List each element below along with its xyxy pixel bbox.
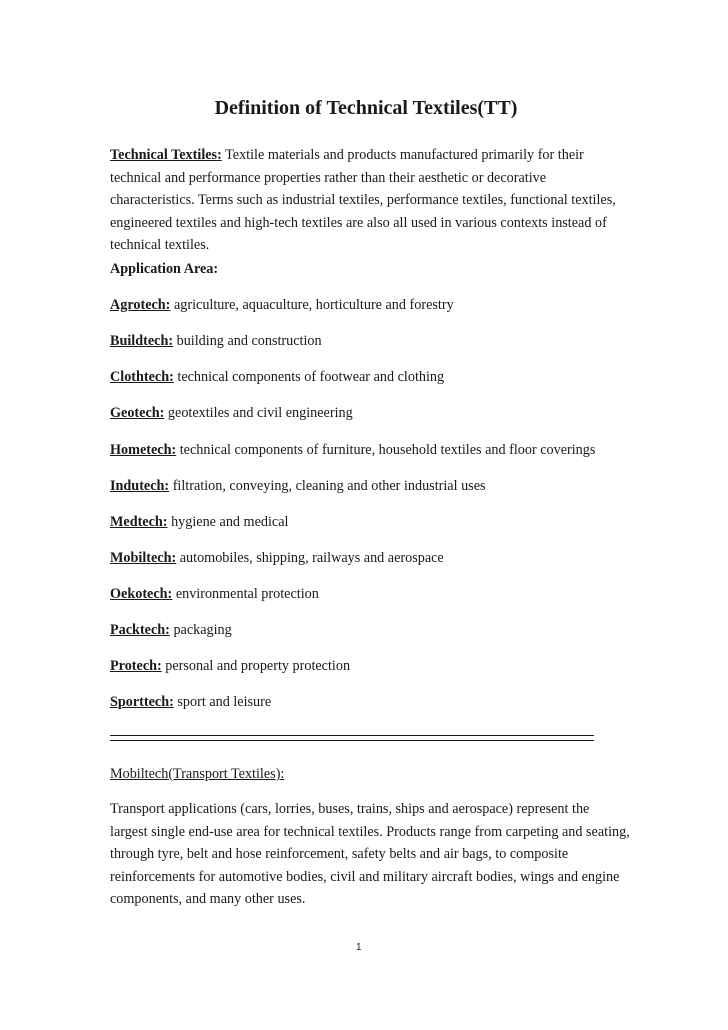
area-packtech <box>110 619 630 641</box>
area-indutech <box>110 475 630 497</box>
area-label: Mobiltech: <box>110 550 177 566</box>
area-mobiltech <box>110 547 630 569</box>
area-sporttech <box>110 691 630 713</box>
area-text: filtration, conveying, cleaning and other industrial uses <box>169 478 486 494</box>
area-label: Clothtech: <box>110 369 174 385</box>
area-oekotech <box>110 583 630 605</box>
area-text: environmental protection <box>172 586 319 602</box>
area-medtech <box>110 511 630 533</box>
area-text: geotextiles and civil engineering <box>164 405 353 421</box>
area-label: Oekotech: <box>110 586 173 602</box>
document-title: Definition of Technical Textiles(TT) <box>214 97 518 119</box>
definition-label: Technical Textiles: <box>110 147 222 163</box>
area-label: Sporttech: <box>110 694 174 710</box>
definition-paragraph <box>110 144 630 257</box>
area-hometech <box>110 439 630 461</box>
area-label: Hometech: <box>110 442 177 458</box>
area-text: sport and leisure <box>173 694 272 710</box>
area-text: agriculture, aquaculture, horticulture and forestry <box>170 297 454 313</box>
area-text: hygiene and medical <box>167 514 289 530</box>
area-label: Packtech: <box>110 622 170 638</box>
area-buildtech <box>110 330 630 352</box>
page-number: 1 <box>356 942 362 953</box>
section-heading: Mobiltech(Transport Textiles): <box>110 766 285 782</box>
definition-text: Textile materials and products manufactured primarily for their technical and performance properties rather than their aesthetic or decorative characteristics. Terms such as industrial textiles, performance textiles, functional textiles, engineered textiles and high-tech textiles are also all used in various contexts instead of technical textiles. <box>110 147 616 254</box>
divider-rule <box>110 735 594 736</box>
area-text: building and construction <box>173 333 322 349</box>
area-text: automobiles, shipping, railways and aerospace <box>176 550 444 566</box>
area-geotech <box>110 402 630 424</box>
area-label: Protech: <box>110 658 162 674</box>
area-text: personal and property protection <box>161 658 351 674</box>
area-text: packaging <box>169 622 232 638</box>
area-label: Medtech: <box>110 514 168 530</box>
area-label: Indutech: <box>110 478 170 494</box>
area-label: Buildtech: <box>110 333 174 349</box>
area-protech <box>110 655 630 677</box>
divider-rule <box>110 740 594 741</box>
section-paragraph: Transport applications (cars, lorries, buses, trains, ships and aerospace) represent the largest single end-use area for technical textiles. Products range from carpeting and seating, through tyre, belt and hose reinforcement, safety belts and air bags, to composite reinforcements for automotive bodies, civil and military aircraft bodies, wings and engine components, and many other uses. <box>110 801 630 908</box>
area-text: technical components of furniture, household textiles and floor coverings <box>176 442 596 458</box>
area-text: technical components of footwear and clothing <box>173 369 445 385</box>
area-clothtech <box>110 366 630 388</box>
application-heading: Application Area: <box>110 261 219 277</box>
area-label: Geotech: <box>110 405 165 421</box>
area-agrotech <box>110 294 630 316</box>
area-label: Agrotech: <box>110 297 171 313</box>
